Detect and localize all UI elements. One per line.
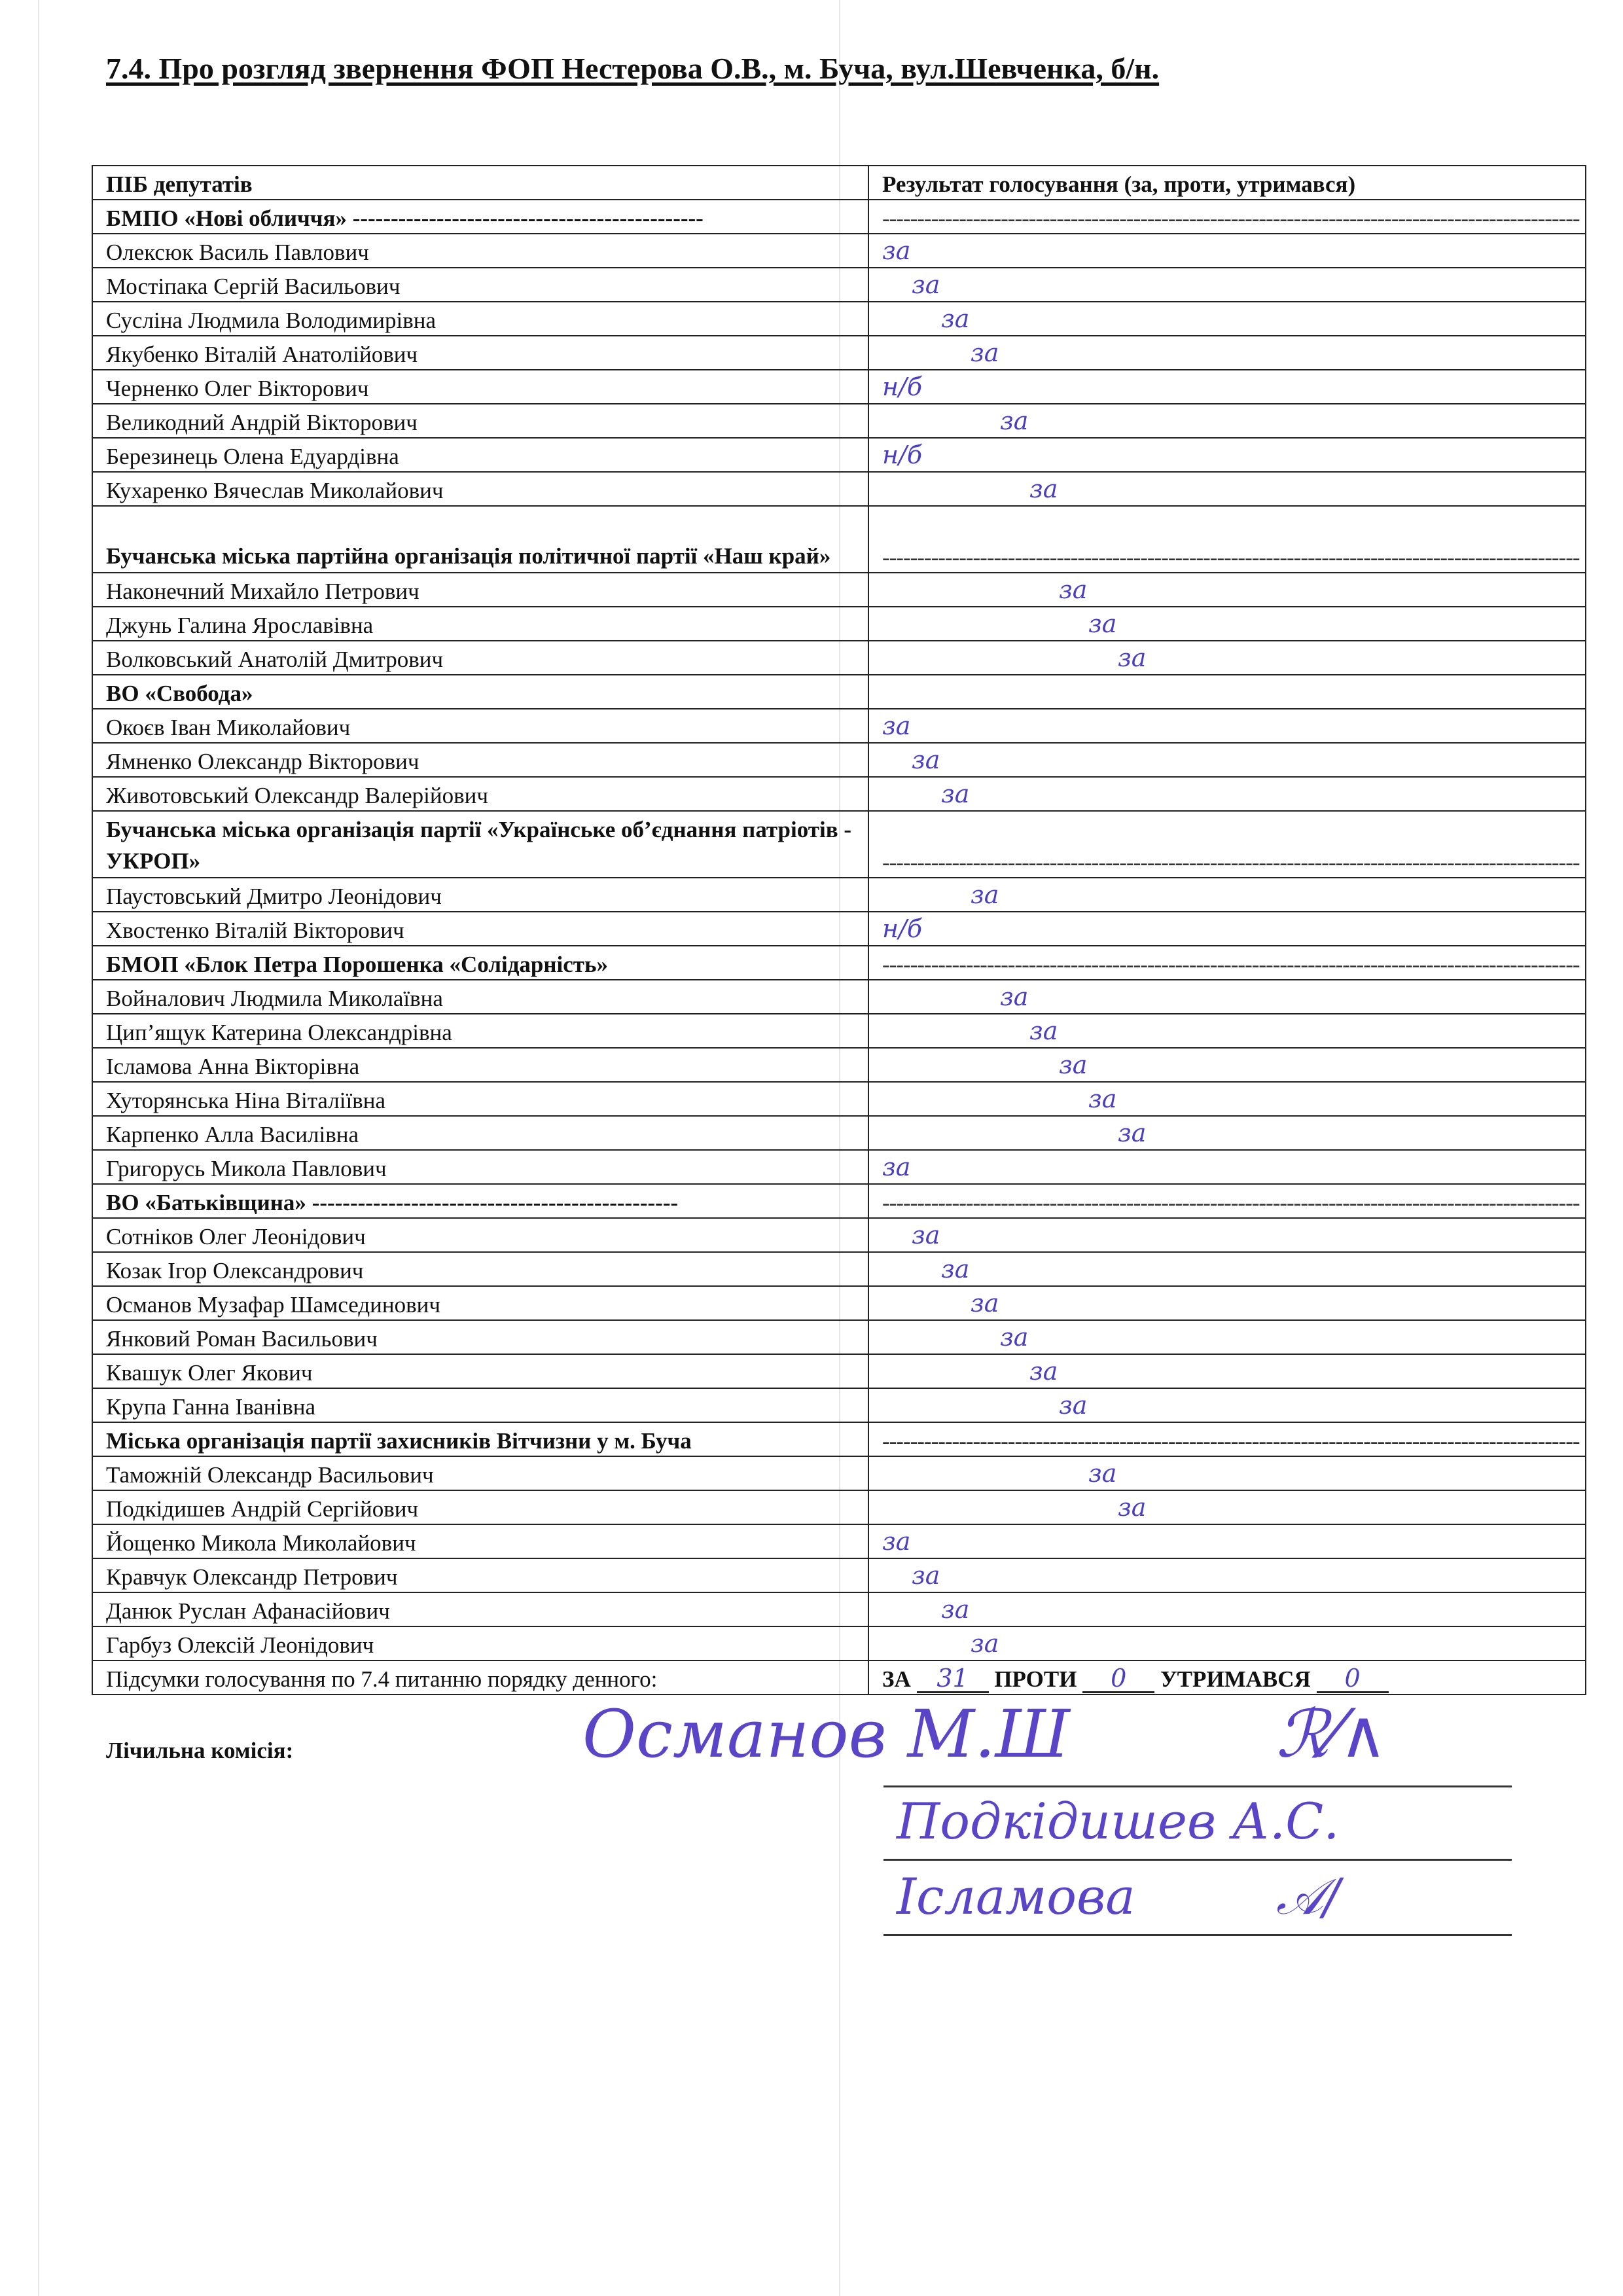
party-row	[92, 200, 1586, 234]
party-name: БМПО «Нові обличчя» ----------------------------------------------	[92, 200, 868, 234]
signature-line	[883, 1785, 1512, 1787]
deputy-name: Великодний Андрій Вікторович	[92, 404, 868, 438]
deputy-row	[92, 607, 1586, 641]
deputy-name: Гарбуз Олексій Леонідович	[92, 1626, 868, 1660]
deputy-name: Квашук Олег Якович	[92, 1354, 868, 1388]
vote-for: за	[1059, 575, 1088, 604]
deputy-name: Черненко Олег Вікторович	[92, 370, 868, 404]
deputy-name: Сусліна Людмила Володимирівна	[92, 302, 868, 336]
deputy-row	[92, 1150, 1586, 1184]
deputy-name: Якубенко Віталій Анатолійович	[92, 336, 868, 370]
deputy-row	[92, 641, 1586, 675]
vote-for: за	[1029, 1357, 1058, 1386]
deputy-name: Ямненко Олександр Вікторович	[92, 743, 868, 777]
deputy-row	[92, 1218, 1586, 1252]
vote-result-cell: ----------------------------------------------------------------------------------------------------	[868, 200, 1586, 234]
totals-label: Підсумки голосування по 7.4 питанню порядку денного:	[92, 1660, 868, 1695]
abstain-count: 0	[1317, 1665, 1389, 1693]
vote-for: за	[912, 1221, 940, 1249]
deputy-row	[92, 1558, 1586, 1592]
deputy-name: Хуторянська Ніна Віталіївна	[92, 1082, 868, 1116]
deputy-name: Таможній Олександр Васильович	[92, 1456, 868, 1490]
signature-2: Подкідишев А.С.	[897, 1792, 1340, 1850]
deputy-row	[92, 1252, 1586, 1286]
deputy-name: Животовський Олександр Валерійович	[92, 777, 868, 811]
vote-result-cell	[868, 1592, 1586, 1626]
vote-result-cell	[868, 438, 1586, 472]
party-row	[92, 811, 1586, 878]
deputy-name: Кравчук Олександр Петрович	[92, 1558, 868, 1592]
table-header-row	[92, 166, 1586, 200]
deputy-row	[92, 234, 1586, 268]
vote-result-cell: ----------------------------------------------------------------------------------------------------	[868, 1422, 1586, 1456]
vote-result-cell	[868, 1320, 1586, 1354]
vote-result-cell: ----------------------------------------------------------------------------------------------------	[868, 506, 1586, 573]
party-row	[92, 1184, 1586, 1218]
vote-result-cell	[868, 234, 1586, 268]
vote-result-cell	[868, 1082, 1586, 1116]
vote-for: за	[941, 1255, 970, 1283]
deputy-name: Сотніков Олег Леонідович	[92, 1218, 868, 1252]
vote-for: за	[941, 304, 970, 333]
deputy-row	[92, 1626, 1586, 1660]
vote-for: за	[971, 1289, 999, 1318]
vote-result-cell	[868, 1150, 1586, 1184]
deputy-row	[92, 1354, 1586, 1388]
deputy-row	[92, 709, 1586, 743]
vote-result-cell	[868, 709, 1586, 743]
deputy-row	[92, 438, 1586, 472]
deputy-row	[92, 1048, 1586, 1082]
vote-result-cell	[868, 1014, 1586, 1048]
deputy-row	[92, 302, 1586, 336]
deputy-name: Янковий Роман Васильович	[92, 1320, 868, 1354]
deputy-row	[92, 573, 1586, 607]
vote-result-cell	[868, 1490, 1586, 1524]
deputy-row	[92, 980, 1586, 1014]
vote-for: за	[1088, 609, 1117, 638]
vote-result-cell	[868, 472, 1586, 506]
deputy-name: Волковський Анатолій Дмитрович	[92, 641, 868, 675]
vote-result-cell	[868, 302, 1586, 336]
vote-for: за	[941, 1595, 970, 1624]
vote-result-cell	[868, 607, 1586, 641]
deputy-name: Джунь Галина Ярославівна	[92, 607, 868, 641]
deputy-row	[92, 1320, 1586, 1354]
vote-absent: н/б	[882, 914, 923, 943]
against-count: 0	[1082, 1665, 1154, 1693]
for-count: 31	[917, 1665, 989, 1693]
deputy-name: Хвостенко Віталій Вікторович	[92, 912, 868, 946]
header-result: Результат голосування (за, проти, утримався)	[868, 166, 1586, 200]
signature-line	[883, 1859, 1512, 1861]
deputy-name: Крупа Ганна Іванівна	[92, 1388, 868, 1422]
deputy-row	[92, 912, 1586, 946]
vote-result-cell	[868, 1354, 1586, 1388]
vote-result-cell	[868, 336, 1586, 370]
vote-result-cell	[868, 777, 1586, 811]
vote-for: за	[882, 1527, 911, 1556]
party-row	[92, 675, 1586, 709]
deputy-row	[92, 1456, 1586, 1490]
deputy-name: Карпенко Алла Василівна	[92, 1116, 868, 1150]
vote-for: за	[1000, 982, 1029, 1011]
totals-row	[92, 1660, 1586, 1695]
vote-result-cell	[868, 878, 1586, 912]
for-label: ЗА	[882, 1666, 911, 1692]
vote-result-cell	[868, 912, 1586, 946]
signature-mark-1: ℛ⁄∧	[1276, 1696, 1387, 1772]
vote-for: за	[971, 338, 999, 367]
signature-1: Османов М.Ш	[582, 1696, 1070, 1772]
against-label: ПРОТИ	[994, 1666, 1077, 1692]
abstain-label: УТРИМАВСЯ	[1160, 1666, 1311, 1692]
deputy-name: Березинець Олена Едуардівна	[92, 438, 868, 472]
deputy-row	[92, 1490, 1586, 1524]
vote-for: за	[1118, 643, 1147, 672]
vote-for: за	[1000, 406, 1029, 435]
vote-result-cell	[868, 1048, 1586, 1082]
deputy-row	[92, 336, 1586, 370]
vote-for: за	[1088, 1085, 1117, 1113]
deputy-name: Наконечний Михайло Петрович	[92, 573, 868, 607]
deputy-name: Цип’ящук Катерина Олександрівна	[92, 1014, 868, 1048]
deputy-name: Григорусь Микола Павлович	[92, 1150, 868, 1184]
vote-for: за	[1059, 1050, 1088, 1079]
vote-result-cell	[868, 1456, 1586, 1490]
vote-result-cell	[868, 675, 1586, 709]
vote-for: за	[1029, 475, 1058, 503]
vote-result-cell	[868, 1388, 1586, 1422]
deputy-row	[92, 268, 1586, 302]
signature-mark-3: 𝒜∕	[1276, 1867, 1340, 1926]
vote-for: за	[882, 711, 911, 740]
voting-table	[92, 165, 1586, 1695]
deputy-name: Войналович Людмила Миколаївна	[92, 980, 868, 1014]
vote-for: за	[1059, 1391, 1088, 1420]
party-row	[92, 506, 1586, 573]
deputy-name: Данюк Руслан Афанасійович	[92, 1592, 868, 1626]
vote-result-cell	[868, 404, 1586, 438]
vote-for: за	[1118, 1493, 1147, 1522]
deputy-row	[92, 1524, 1586, 1558]
deputy-name: Козак Ігор Олександрович	[92, 1252, 868, 1286]
vote-result-cell	[868, 1252, 1586, 1286]
party-name: ВО «Свобода»	[92, 675, 868, 709]
deputy-row	[92, 370, 1586, 404]
deputy-name: Паустовський Дмитро Леонідович	[92, 878, 868, 912]
vote-for: за	[912, 270, 940, 299]
vote-result-cell	[868, 370, 1586, 404]
totals-cell	[868, 1660, 1586, 1695]
deputy-name: Йощенко Микола Миколайович	[92, 1524, 868, 1558]
scan-fold-line	[38, 0, 39, 2296]
party-row	[92, 946, 1586, 980]
deputy-row	[92, 878, 1586, 912]
deputy-row	[92, 1116, 1586, 1150]
counting-commission-label: Лічильна комісія:	[106, 1738, 294, 1763]
vote-result-cell: ----------------------------------------------------------------------------------------------------	[868, 946, 1586, 980]
vote-for: за	[882, 1153, 911, 1181]
vote-result-cell	[868, 1558, 1586, 1592]
deputy-row	[92, 1592, 1586, 1626]
signature-line	[883, 1934, 1512, 1936]
vote-for: за	[882, 236, 911, 265]
deputy-row	[92, 404, 1586, 438]
deputy-row	[92, 472, 1586, 506]
deputy-row	[92, 777, 1586, 811]
vote-for: за	[1029, 1016, 1058, 1045]
vote-result-cell	[868, 573, 1586, 607]
deputy-name: Олексюк Василь Павлович	[92, 234, 868, 268]
header-deputies: ПІБ депутатів	[92, 166, 868, 200]
party-name: Бучанська міська партійна організація політичної партії «Наш край»	[92, 506, 868, 573]
page-title: 7.4. Про розгляд звернення ФОП Нестерова О.В., м. Буча, вул.Шевченка, б/н.	[106, 52, 1160, 85]
deputy-name: Ісламова Анна Вікторівна	[92, 1048, 868, 1082]
deputy-name: Подкідишев Андрій Сергійович	[92, 1490, 868, 1524]
vote-result-cell	[868, 1626, 1586, 1660]
deputy-name: Мостіпака Сергій Васильович	[92, 268, 868, 302]
vote-for: за	[912, 1561, 940, 1590]
vote-result-cell	[868, 743, 1586, 777]
deputy-row	[92, 1388, 1586, 1422]
vote-result-cell: ----------------------------------------------------------------------------------------------------	[868, 811, 1586, 878]
vote-for: за	[971, 1629, 999, 1658]
vote-for: за	[941, 780, 970, 808]
vote-for: за	[912, 745, 940, 774]
party-name: Бучанська міська організація партії «Українське об’єднання патріотів - УКРОП»	[92, 811, 868, 878]
vote-absent: н/б	[882, 440, 923, 469]
deputy-row	[92, 743, 1586, 777]
vote-for: за	[1118, 1119, 1147, 1147]
vote-result-cell	[868, 1116, 1586, 1150]
deputy-name: Османов Музафар Шамсединович	[92, 1286, 868, 1320]
vote-for: за	[1088, 1459, 1117, 1488]
deputy-name: Окоєв Іван Миколайович	[92, 709, 868, 743]
deputy-row	[92, 1082, 1586, 1116]
deputy-row	[92, 1286, 1586, 1320]
vote-result-cell	[868, 1218, 1586, 1252]
vote-result-cell	[868, 641, 1586, 675]
vote-result-cell	[868, 980, 1586, 1014]
signature-3: Ісламова	[897, 1867, 1135, 1926]
vote-for: за	[1000, 1323, 1029, 1352]
deputy-name: Кухаренко Вячеслав Миколайович	[92, 472, 868, 506]
vote-absent: н/б	[882, 372, 923, 401]
vote-result-cell	[868, 1286, 1586, 1320]
vote-result-cell	[868, 268, 1586, 302]
party-name: Міська організація партії захисників Вітчизни у м. Буча	[92, 1422, 868, 1456]
vote-for: за	[971, 880, 999, 909]
party-row	[92, 1422, 1586, 1456]
deputy-row	[92, 1014, 1586, 1048]
vote-result-cell: ----------------------------------------------------------------------------------------------------	[868, 1184, 1586, 1218]
party-name: ВО «Батьківщина» ------------------------------------------------	[92, 1184, 868, 1218]
party-name: БМОП «Блок Петра Порошенка «Солідарність»	[92, 946, 868, 980]
vote-result-cell	[868, 1524, 1586, 1558]
